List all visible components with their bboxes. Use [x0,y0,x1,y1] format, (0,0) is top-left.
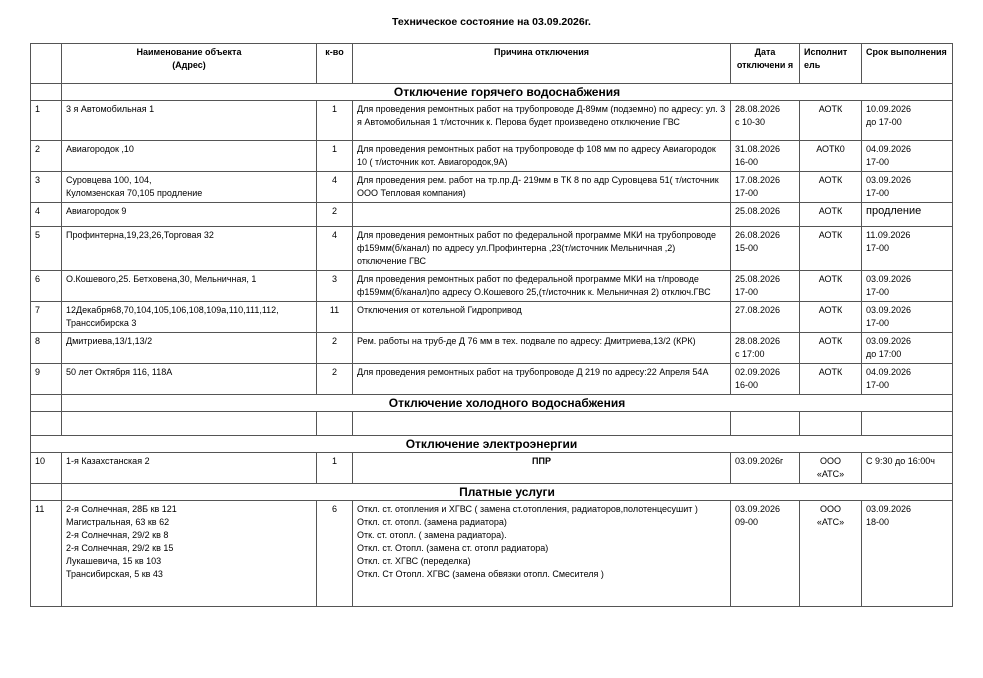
table-row: 2 Авиагородок ,10 1 Для проведения ремонтных работ на трубопроводе ф 108 мм по адресу Авиагородок 10 ( т/источник кот. Авиагородок,9А) 31.08.2026 16-00 АОТК0 04.09.2026 17-00 [31,141,953,172]
section-row [31,395,953,412]
table-row: 4 Авиагородок 9 2 25.08.2026 АОТК продление [31,203,953,227]
header-reason: Причина отключения [353,44,731,84]
table-row: 7 12Декабря68,70,104,105,106,108,109а,110,111,112, Транссибирска 3 11 Отключения от котельной Гидропривод 27.08.2026 АОТК 03.09.2026 17-00 [31,302,953,333]
header-name: Наименование объекта (Адрес) [62,44,317,84]
section-row [31,436,953,453]
table-row: 3 Суровцева 100, 104, Куломзенская 70,105 продление 4 Для проведения рем. работ на тр.пр.Д- 219мм в ТК 8 по адр Суровцева 51( т/источник ООО Тепловая компания) 17.08.2026 17-00 АОТК 03.09.2026 17-00 [31,172,953,203]
table-row: 5 Профинтерна,19,23,26,Торговая 32 4 Для проведения ремонтных работ по федеральной программе МКИ на трубопроводе ф159мм(б/канал) по адресу ул.Профинтерна ,23(т/источник Мельничная ,2) отключение ГВС 26.08.2026 15-00 АОТК 11.09.2026 17-00 [31,227,953,271]
section-hot-water: Отключение горячего водоснабжения [62,84,953,101]
header-deadline: Срок выполнения [862,44,953,84]
table-row: 1 3 я Автомобильная 1 1 Для проведения ремонтных работ на трубопроводе Д-89мм (подземно) по адресу: ул. 3 я Автомобильная 1 т/источник к. Перова будет произведено отключение ГВС 28.08.2026 с 10-30 АОТК 10.09.2026 до 17-00 [31,101,953,141]
table-row: 6 О.Кошевого,25. Бетховена,30, Мельничная, 1 3 Для проведения ремонтных работ по федеральной программе МКИ на т/проводе ф159мм(б/канал)по адресу О.Кошевого 25,(т/источник к. Мельничная 2) отключ.ГВС 25.08.2026 17-00 АОТК 03.09.2026 17-00 [31,271,953,302]
section-row [31,484,953,501]
table-row: 10 1-я Казахстанская 2 1 ППР 03.09.2026г ООО «АТС» С 9:30 до 16:00ч [31,453,953,484]
header-date: Дата отключени я [731,44,800,84]
header-qty: к-во [317,44,353,84]
page-title: Техническое состояние на 03.09.2026г. [392,16,591,28]
section-cold-water: Отключение холодного водоснабжения [62,395,953,412]
status-table [30,43,953,607]
header-executor: Исполнит ель [800,44,862,84]
section-row [31,84,953,101]
header-row [31,44,953,84]
table-row: 8 Дмитриева,13/1,13/2 2 Рем. работы на труб-де Д 76 мм в тех. подвале по адресу: Дмитриева,13/2 (КРК) 28.08.2026 с 17:00 АОТК 03.09.2026 до 17:00 [31,333,953,364]
table-row: 11 2-я Солнечная, 28Б кв 121 Магистральная, 63 кв 62 2-я Солнечная, 29/2 кв 8 2-я Солнечная, 29/2 кв 15 Лукашевича, 15 кв 103 Трансибирская, 5 кв 43 6 Откл. ст. отопления и ХГВС ( замена ст.отопления, радиаторов,полотенцесушит ) Откл. ст. отопл. (замена радиатора) Отк. ст. отопл. ( замена радиатора). Откл. ст. Отопл. (замена ст. отопл радиатора) Откл. ст. ХГВС (переделка) Откл. Ст Отопл. ХГВС (замена обвязки отопл. Смесителя ) 03.09.2026 09-00 ООО «АТС» 03.09.2026 18-00 [31,501,953,607]
empty-row [31,412,953,436]
header-number [31,44,62,84]
section-paid: Платные услуги [62,484,953,501]
section-electricity: Отключение электроэнергии [31,436,953,453]
table-row: 9 50 лет Октября 116, 118А 2 Для проведения ремонтных работ на трубопроводе Д 219 по адресу:22 Апреля 54А 02.09.2026 16-00 АОТК 04.09.2026 17-00 [31,364,953,395]
